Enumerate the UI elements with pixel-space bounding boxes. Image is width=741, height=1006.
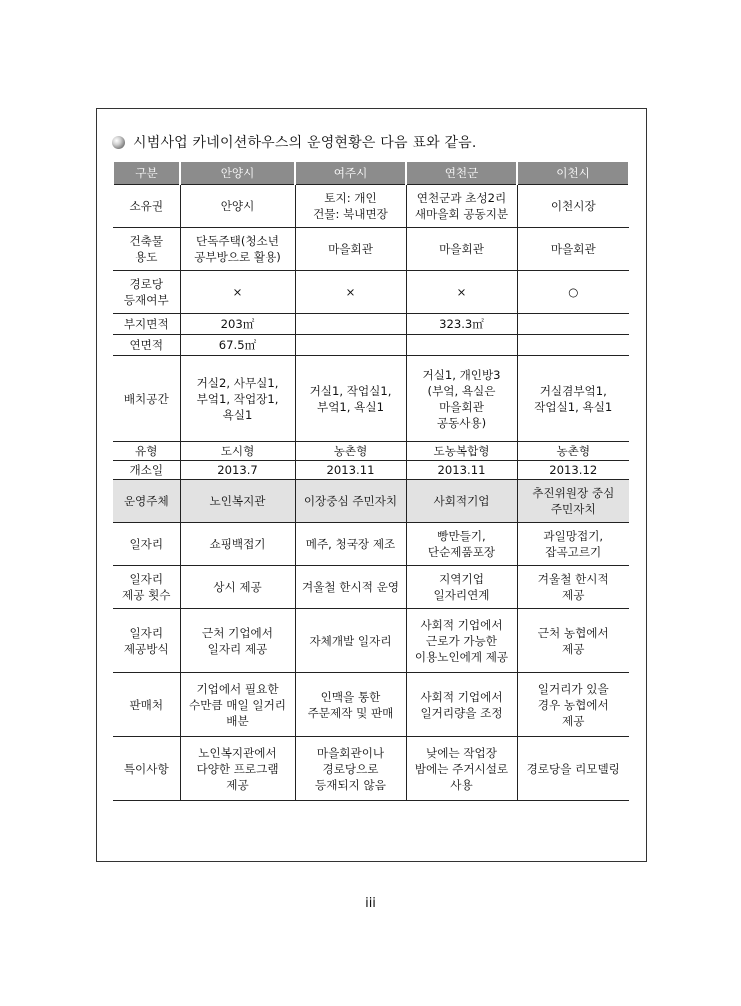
row-label: 운영주체 (113, 480, 180, 523)
table-cell (517, 314, 629, 335)
table-row-building-use (113, 228, 629, 271)
row-label: 개소일 (113, 461, 180, 480)
table-cell: × (406, 271, 517, 314)
table-cell: 2013.11 (295, 461, 406, 480)
table-cell: 지역기업 일자리연계 (406, 566, 517, 609)
header-icheon: 이천시 (517, 162, 629, 185)
table-cell: 사회적 기업에서 일거리량을 조정 (406, 673, 517, 737)
table-row-site-area (113, 314, 629, 335)
table-row-sales-outlet (113, 673, 629, 737)
row-label: 유형 (113, 442, 180, 461)
table-cell: 빵만들기, 단순제품포장 (406, 523, 517, 566)
table-cell: 이장중심 주민자치 (295, 480, 406, 523)
table-row-senior-center-registration (113, 271, 629, 314)
table-cell: 이천시장 (517, 185, 629, 228)
table-cell: 토지: 개인 건물: 북내면장 (295, 185, 406, 228)
table-cell: 겨울철 한시적 제공 (517, 566, 629, 609)
table-cell: 마을회관 (295, 228, 406, 271)
table-cell: 자체개발 일자리 (295, 609, 406, 673)
table-cell: 쇼핑백접기 (180, 523, 295, 566)
table-cell (295, 314, 406, 335)
table-cell: 메주, 청국장 제조 (295, 523, 406, 566)
table-cell: 기업에서 필요한 수만큼 매일 일거리 배분 (180, 673, 295, 737)
table-cell: 농촌형 (517, 442, 629, 461)
table-cell: 노인복지관 (180, 480, 295, 523)
table-cell: 겨울철 한시적 운영 (295, 566, 406, 609)
row-label: 소유권 (113, 185, 180, 228)
table-cell: 323.3㎡ (406, 314, 517, 335)
table-cell: 2013.12 (517, 461, 629, 480)
table-row-job-frequency (113, 566, 629, 609)
table-cell: 사회적기업 (406, 480, 517, 523)
row-label: 일자리 (113, 523, 180, 566)
table-cell: × (180, 271, 295, 314)
table-cell: 67.5㎡ (180, 335, 295, 356)
table-cell: 인맥을 통한 주문제작 및 판매 (295, 673, 406, 737)
table-cell: 상시 제공 (180, 566, 295, 609)
table-cell: 농촌형 (295, 442, 406, 461)
table-row-floor-area (113, 335, 629, 356)
table-cell: ○ (517, 271, 629, 314)
table-cell: 2013.11 (406, 461, 517, 480)
header-yeoncheon: 연천군 (406, 162, 517, 185)
table-row-job-provision-method (113, 609, 629, 673)
table-header-row (113, 162, 629, 185)
table-cell: 안양시 (180, 185, 295, 228)
header-yeoju: 여주시 (295, 162, 406, 185)
table-cell (517, 335, 629, 356)
table-cell: 노인복지관에서 다양한 프로그램 제공 (180, 737, 295, 801)
row-label: 특이사항 (113, 737, 180, 801)
table-cell: 2013.7 (180, 461, 295, 480)
table-cell: 마을회관 (517, 228, 629, 271)
table-cell: 도시형 (180, 442, 295, 461)
row-label: 부지면적 (113, 314, 180, 335)
table-cell: 거실1, 작업실1, 부엌1, 욕실1 (295, 356, 406, 442)
table-cell: 경로당을 리모델링 (517, 737, 629, 801)
table-cell: 과일망접기, 잡곡고르기 (517, 523, 629, 566)
row-label: 연면적 (113, 335, 180, 356)
section-heading (112, 131, 477, 153)
operations-table (112, 162, 630, 801)
table-cell: 203㎡ (180, 314, 295, 335)
table-row-ownership (113, 185, 629, 228)
table-cell (406, 335, 517, 356)
row-label: 경로당 등재여부 (113, 271, 180, 314)
row-label: 일자리 제공 횟수 (113, 566, 180, 609)
row-label: 일자리 제공방식 (113, 609, 180, 673)
table-row-special-notes (113, 737, 629, 801)
table-row-operator (113, 480, 629, 523)
table-row-opening-date (113, 461, 629, 480)
table-cell: 일거리가 있을 경우 농협에서 제공 (517, 673, 629, 737)
table-cell: 추진위원장 중심 주민자치 (517, 480, 629, 523)
table-cell: 마을회관이나 경로당으로 등재되지 않음 (295, 737, 406, 801)
table-cell: 도농복합형 (406, 442, 517, 461)
table-row-layout-space (113, 356, 629, 442)
table-row-type (113, 442, 629, 461)
table-cell: 사회적 기업에서 근로가 가능한 이용노인에게 제공 (406, 609, 517, 673)
bullet-icon (112, 136, 125, 149)
table-cell: 단독주택(청소년 공부방으로 활용) (180, 228, 295, 271)
table-cell: 거실겸부엌1, 작업실1, 욕실1 (517, 356, 629, 442)
table-cell: 낮에는 작업장 밤에는 주거시설로 사용 (406, 737, 517, 801)
heading-text: 시범사업 카네이션하우스의 운영현황은 다음 표와 같음. (133, 135, 477, 151)
page-number: iii (365, 896, 376, 911)
table-cell: 마을회관 (406, 228, 517, 271)
table-cell: 거실2, 사무실1, 부엌1, 작업장1, 욕실1 (180, 356, 295, 442)
row-label: 건축물 용도 (113, 228, 180, 271)
row-label: 판매처 (113, 673, 180, 737)
table-row-job (113, 523, 629, 566)
row-label: 배치공간 (113, 356, 180, 442)
header-anyang: 안양시 (180, 162, 295, 185)
table-cell: 근처 농협에서 제공 (517, 609, 629, 673)
table-cell: 연천군과 초성2리 새마을회 공동지분 (406, 185, 517, 228)
header-category: 구분 (113, 162, 180, 185)
table-cell: × (295, 271, 406, 314)
table-cell: 거실1, 개인방3 (부엌, 욕실은 마을회관 공동사용) (406, 356, 517, 442)
table-cell: 근처 기업에서 일자리 제공 (180, 609, 295, 673)
table-cell (295, 335, 406, 356)
